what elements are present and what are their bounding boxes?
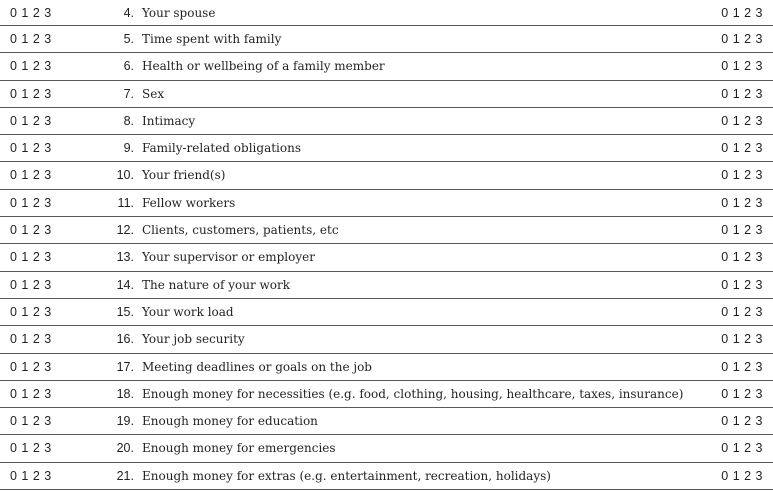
left-rating-scale[interactable]: 0 1 2 3: [10, 6, 52, 20]
item-number: 17.: [116, 359, 134, 374]
item-text: Your job security: [142, 332, 245, 347]
left-rating-scale[interactable]: 0 1 2 3: [10, 304, 52, 319]
item-number: 11.: [117, 195, 134, 210]
left-rating-scale[interactable]: 0 1 2 3: [10, 386, 52, 401]
right-rating-scale[interactable]: 0 1 2 3: [721, 59, 763, 74]
table-row: [0, 81, 773, 108]
right-rating-scale[interactable]: 0 1 2 3: [721, 168, 763, 183]
item-text: Health or wellbeing of a family member: [142, 59, 385, 74]
item-number: 9.: [123, 141, 134, 156]
item-number: 18.: [116, 386, 134, 401]
left-rating-scale[interactable]: 0 1 2 3: [10, 359, 52, 374]
right-rating-scale[interactable]: 0 1 2 3: [721, 195, 763, 210]
item-number: 4.: [123, 6, 134, 20]
item-text: Clients, customers, patients, etc: [142, 223, 339, 238]
item-number: 14.: [116, 277, 134, 292]
table-row: [0, 26, 773, 53]
left-rating-scale[interactable]: 0 1 2 3: [10, 141, 52, 156]
item-text: Your supervisor or employer: [142, 250, 315, 265]
right-rating-scale[interactable]: 0 1 2 3: [721, 304, 763, 319]
item-number: 12.: [116, 223, 134, 238]
left-rating-scale[interactable]: 0 1 2 3: [10, 86, 52, 101]
left-rating-scale[interactable]: 0 1 2 3: [10, 468, 52, 483]
item-text: Meeting deadlines or goals on the job: [142, 359, 372, 374]
item-text: Intimacy: [142, 113, 196, 128]
left-rating-scale[interactable]: 0 1 2 3: [10, 277, 52, 292]
item-number: 16.: [116, 332, 134, 347]
right-rating-scale[interactable]: 0 1 2 3: [721, 223, 763, 238]
left-rating-scale[interactable]: 0 1 2 3: [10, 59, 52, 74]
item-text: Family-related obligations: [142, 141, 301, 156]
item-number: 10.: [116, 168, 134, 183]
left-rating-scale[interactable]: 0 1 2 3: [10, 441, 52, 456]
right-rating-scale[interactable]: 0 1 2 3: [721, 32, 763, 46]
item-text: Your work load: [142, 304, 234, 319]
item-text: Sex: [142, 86, 165, 101]
item-text: Time spent with family: [142, 32, 282, 46]
table-row: [0, 162, 773, 189]
table-row: [0, 217, 773, 244]
left-rating-scale[interactable]: 0 1 2 3: [10, 168, 52, 183]
item-number: 7.: [123, 86, 134, 101]
right-rating-scale[interactable]: 0 1 2 3: [721, 141, 763, 156]
item-number: 13.: [116, 250, 134, 265]
item-number: 21.: [116, 468, 134, 483]
table-row: [0, 244, 773, 271]
right-rating-scale[interactable]: 0 1 2 3: [721, 86, 763, 101]
table-row: [0, 408, 773, 435]
item-number: 5.: [123, 32, 134, 46]
item-text: Your spouse: [142, 6, 216, 20]
table-row: [0, 0, 773, 26]
item-number: 20.: [116, 441, 134, 456]
item-number: 6.: [123, 59, 134, 74]
item-number: 8.: [123, 113, 134, 128]
item-text: Enough money for emergencies: [142, 441, 336, 456]
left-rating-scale[interactable]: 0 1 2 3: [10, 195, 52, 210]
item-number: 15.: [116, 304, 134, 319]
item-text: Enough money for necessities (e.g. food, clothing, housing, healthcare, taxes, insurance): [142, 386, 684, 401]
right-rating-scale[interactable]: 0 1 2 3: [721, 414, 763, 429]
left-rating-scale[interactable]: 0 1 2 3: [10, 250, 52, 265]
item-text: Fellow workers: [142, 195, 236, 210]
right-rating-scale[interactable]: 0 1 2 3: [721, 277, 763, 292]
table-row: [0, 463, 773, 490]
table-row: [0, 354, 773, 381]
table-row: [0, 108, 773, 135]
item-text: Enough money for education: [142, 414, 318, 429]
table-row: [0, 53, 773, 80]
table-row: [0, 435, 773, 462]
left-rating-scale[interactable]: 0 1 2 3: [10, 414, 52, 429]
item-text: Enough money for extras (e.g. entertainment, recreation, holidays): [142, 468, 551, 483]
table-row: [0, 135, 773, 162]
table-row: [0, 272, 773, 299]
left-rating-scale[interactable]: 0 1 2 3: [10, 113, 52, 128]
table-row: [0, 381, 773, 408]
right-rating-scale[interactable]: 0 1 2 3: [721, 386, 763, 401]
right-rating-scale[interactable]: 0 1 2 3: [721, 6, 763, 20]
table-row: [0, 190, 773, 217]
table-row: [0, 299, 773, 326]
right-rating-scale[interactable]: 0 1 2 3: [721, 468, 763, 483]
right-rating-scale[interactable]: 0 1 2 3: [721, 250, 763, 265]
item-number: 19.: [116, 414, 134, 429]
left-rating-scale[interactable]: 0 1 2 3: [10, 223, 52, 238]
left-rating-scale[interactable]: 0 1 2 3: [10, 32, 52, 46]
right-rating-scale[interactable]: 0 1 2 3: [721, 359, 763, 374]
right-rating-scale[interactable]: 0 1 2 3: [721, 332, 763, 347]
left-rating-scale[interactable]: 0 1 2 3: [10, 332, 52, 347]
item-text: Your friend(s): [142, 168, 226, 183]
right-rating-scale[interactable]: 0 1 2 3: [721, 113, 763, 128]
right-rating-scale[interactable]: 0 1 2 3: [721, 441, 763, 456]
item-text: The nature of your work: [142, 277, 291, 292]
table-row: [0, 326, 773, 353]
